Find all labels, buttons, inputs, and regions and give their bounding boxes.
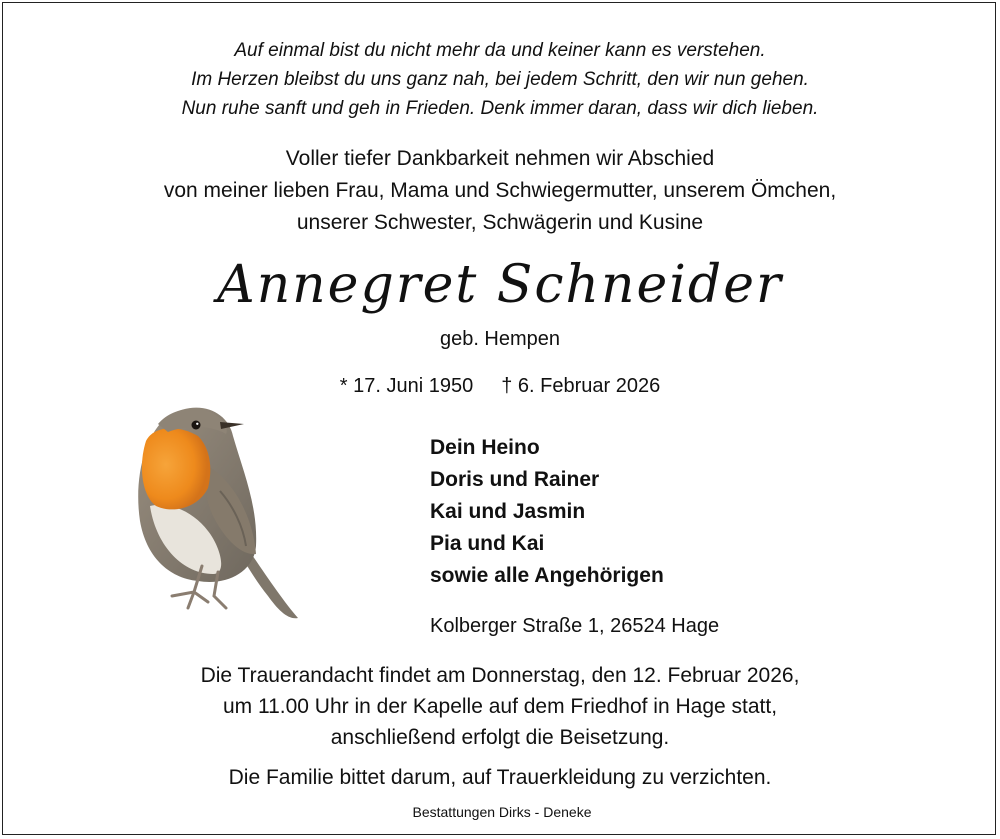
intro-line: von meiner lieben Frau, Mama und Schwiegermutter, unserem Ömchen,	[163, 179, 837, 202]
intro-line: Voller tiefer Dankbarkeit nehmen wir Abschied	[285, 147, 715, 170]
poem-line: Auf einmal bist du nicht mehr da und keiner kann es verstehen.	[234, 40, 766, 61]
family-address: Kolberger Straße 1, 26524 Hage	[430, 615, 720, 637]
service-line: anschließend erfolgt die Beisetzung.	[330, 726, 670, 749]
poem-line: Im Herzen bleibst du uns ganz nah, bei jedem Schritt, den wir nun gehen.	[191, 69, 809, 90]
mourners-list	[430, 432, 664, 592]
death-date: † 6. Februar 2026	[501, 375, 661, 397]
maiden-name: geb. Hempen	[439, 328, 561, 350]
service-line: um 11.00 Uhr in der Kapelle auf dem Friedhof in Hage statt,	[222, 695, 778, 718]
poem-line: Nun ruhe sanft und geh in Frieden. Denk immer daran, dass wir dich lieben.	[181, 98, 819, 119]
mourner-name: Dein Heino	[430, 436, 540, 459]
mourner-name: Doris und Rainer	[430, 468, 600, 491]
service-line: Die Trauerandacht findet am Donnerstag, den 12. Februar 2026,	[200, 664, 800, 687]
mourner-name: Kai und Jasmin	[430, 500, 586, 523]
robin-bird-illustration	[128, 396, 306, 626]
deceased-name: Annegret Schneider	[217, 255, 783, 315]
mourner-name: Pia und Kai	[430, 532, 545, 555]
poem	[0, 36, 1000, 123]
intro-line: unserer Schwester, Schwägerin und Kusine	[296, 211, 704, 234]
birth-date: * 17. Juni 1950	[339, 375, 474, 397]
service-info	[0, 660, 1000, 753]
mourner-name: sowie alle Angehörigen	[430, 564, 664, 587]
family-request: Die Familie bittet darum, auf Trauerkleidung zu verzichten.	[228, 766, 772, 789]
intro-text	[0, 143, 1000, 239]
undertaker-name: Bestattungen Dirks - Deneke	[412, 804, 592, 820]
